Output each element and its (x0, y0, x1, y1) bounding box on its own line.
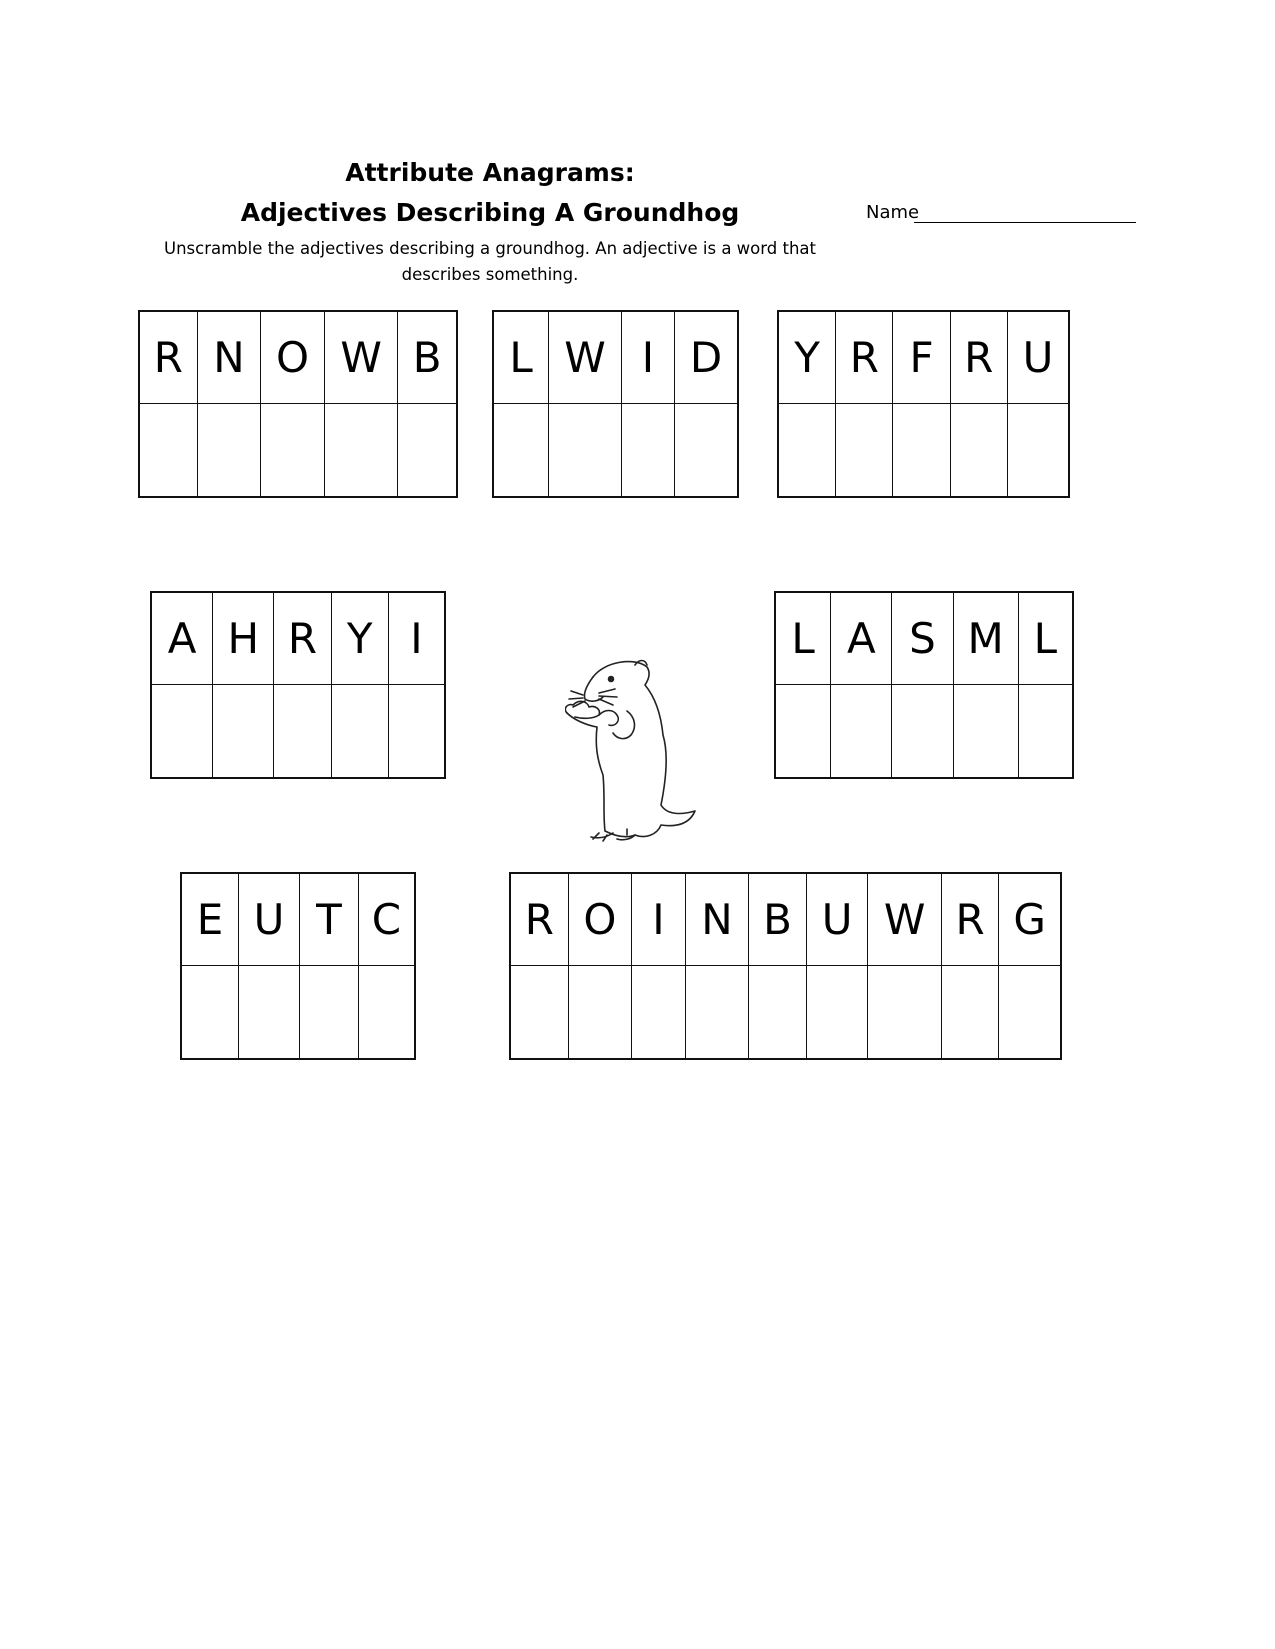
name-label: Name (866, 202, 920, 223)
scrambled-letter: L (1019, 593, 1072, 685)
scrambled-letters-row (182, 874, 414, 966)
scrambled-letter: R (274, 593, 331, 685)
answer-box[interactable] (261, 404, 325, 496)
scrambled-letter: L (494, 312, 549, 404)
answer-box[interactable] (892, 685, 953, 777)
answer-box[interactable] (622, 404, 675, 496)
answer-box[interactable] (182, 966, 239, 1058)
answer-row (182, 966, 414, 1058)
anagram-puzzle-4 (150, 591, 446, 779)
scrambled-letter: R (836, 312, 893, 404)
answer-box[interactable] (942, 966, 1000, 1058)
answer-box[interactable] (1008, 404, 1068, 496)
name-line[interactable] (914, 222, 1136, 223)
instructions (140, 236, 840, 288)
answer-box[interactable] (494, 404, 549, 496)
answer-box[interactable] (675, 404, 737, 496)
answer-box[interactable] (300, 966, 359, 1058)
scrambled-letter: C (359, 874, 414, 966)
scrambled-letter: B (398, 312, 456, 404)
scrambled-letter: Y (779, 312, 836, 404)
worksheet-title: Attribute Anagrams: (345, 158, 635, 187)
answer-box[interactable] (686, 966, 750, 1058)
answer-box[interactable] (779, 404, 836, 496)
answer-box[interactable] (239, 966, 300, 1058)
scrambled-letter: O (261, 312, 325, 404)
scrambled-letter: B (749, 874, 807, 966)
scrambled-letter: I (622, 312, 675, 404)
answer-box[interactable] (831, 685, 892, 777)
answer-box[interactable] (569, 966, 633, 1058)
anagram-puzzle-5 (774, 591, 1074, 779)
scrambled-letters-row (511, 874, 1060, 966)
anagram-puzzle-2 (492, 310, 739, 498)
scrambled-letter: R (951, 312, 1008, 404)
scrambled-letter: I (632, 874, 686, 966)
scrambled-letter: T (300, 874, 359, 966)
scrambled-letter: E (182, 874, 239, 966)
answer-row (511, 966, 1060, 1058)
answer-box[interactable] (1019, 685, 1072, 777)
scrambled-letters-row (152, 593, 444, 685)
answer-box[interactable] (359, 966, 414, 1058)
answer-row (779, 404, 1068, 496)
answer-box[interactable] (836, 404, 893, 496)
scrambled-letter: N (686, 874, 750, 966)
anagram-puzzle-3 (777, 310, 1070, 498)
answer-box[interactable] (893, 404, 950, 496)
scrambled-letter: A (152, 593, 213, 685)
answer-box[interactable] (152, 685, 213, 777)
answer-box[interactable] (140, 404, 198, 496)
scrambled-letter: W (325, 312, 399, 404)
answer-box[interactable] (951, 404, 1008, 496)
scrambled-letter: N (198, 312, 262, 404)
scrambled-letter: L (776, 593, 831, 685)
scrambled-letter: W (549, 312, 622, 404)
scrambled-letter: D (675, 312, 737, 404)
scrambled-letter: R (140, 312, 198, 404)
scrambled-letter: R (942, 874, 1000, 966)
scrambled-letters-row (140, 312, 456, 404)
worksheet-subtitle: Adjectives Describing A Groundhog (240, 198, 740, 227)
answer-box[interactable] (332, 685, 389, 777)
answer-box[interactable] (954, 685, 1019, 777)
answer-row (140, 404, 456, 496)
answer-box[interactable] (749, 966, 807, 1058)
scrambled-letter: G (999, 874, 1060, 966)
scrambled-letter: R (511, 874, 569, 966)
answer-box[interactable] (632, 966, 686, 1058)
scrambled-letter: W (868, 874, 941, 966)
scrambled-letter: I (389, 593, 444, 685)
instructions-line-1: Unscramble the adjectives describing a groundhog. An adjective is a word that (164, 239, 816, 258)
scrambled-letter: A (831, 593, 892, 685)
answer-box[interactable] (389, 685, 444, 777)
answer-box[interactable] (325, 404, 399, 496)
answer-row (776, 685, 1072, 777)
answer-box[interactable] (213, 685, 274, 777)
scrambled-letter: M (954, 593, 1019, 685)
scrambled-letter: O (569, 874, 633, 966)
answer-box[interactable] (868, 966, 941, 1058)
scrambled-letter: H (213, 593, 274, 685)
anagram-puzzle-7 (509, 872, 1062, 1060)
scrambled-letter: U (807, 874, 869, 966)
scrambled-letter: U (239, 874, 300, 966)
answer-box[interactable] (398, 404, 456, 496)
scrambled-letter: S (892, 593, 953, 685)
instructions-line-2: describes something. (401, 265, 579, 284)
anagram-puzzle-6 (180, 872, 416, 1060)
answer-box[interactable] (776, 685, 831, 777)
answer-box[interactable] (511, 966, 569, 1058)
answer-row (152, 685, 444, 777)
answer-box[interactable] (807, 966, 869, 1058)
scrambled-letter: U (1008, 312, 1068, 404)
scrambled-letters-row (494, 312, 737, 404)
scrambled-letters-row (776, 593, 1072, 685)
scrambled-letter: F (893, 312, 950, 404)
scrambled-letter: Y (332, 593, 389, 685)
anagram-puzzle-1 (138, 310, 458, 498)
groundhog-icon (565, 655, 725, 865)
answer-box[interactable] (999, 966, 1060, 1058)
answer-row (494, 404, 737, 496)
answer-box[interactable] (198, 404, 262, 496)
scrambled-letters-row (779, 312, 1068, 404)
answer-box[interactable] (274, 685, 331, 777)
answer-box[interactable] (549, 404, 622, 496)
